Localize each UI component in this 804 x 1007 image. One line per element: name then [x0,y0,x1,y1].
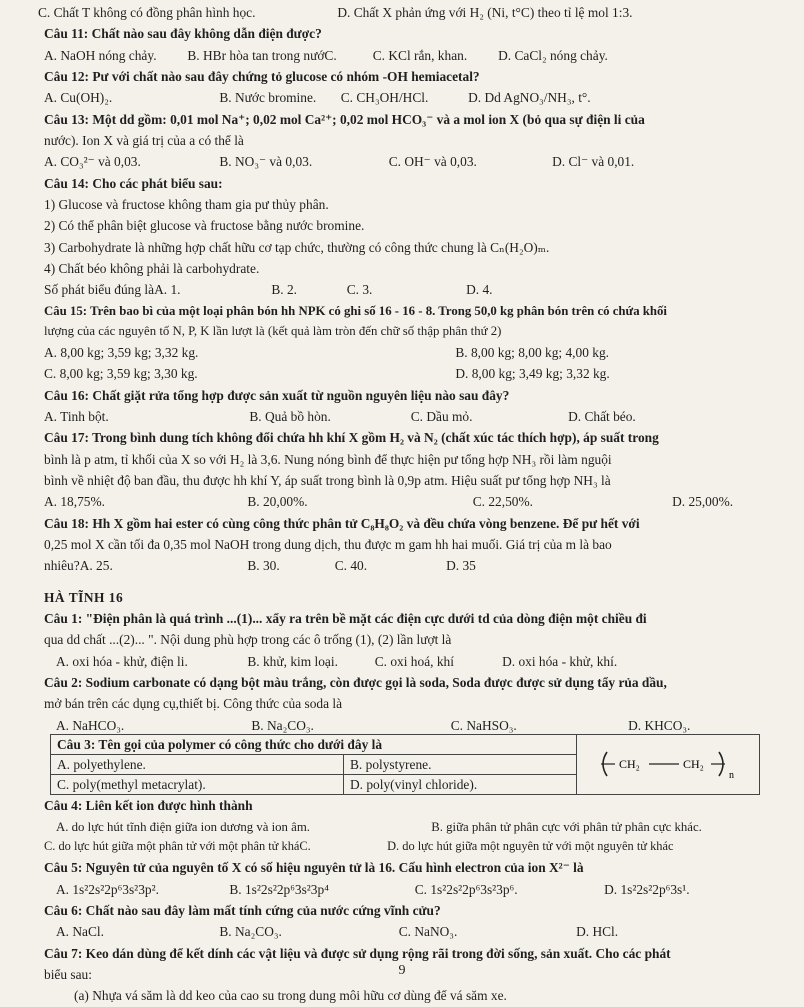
q13-option-d: D. Cl⁻ và 0,01. [552,154,635,170]
h5-stem: Câu 5: Nguyên tử của nguyên tố X có số hiệu nguyên tử là 16. Cấu hình electron của ion X²⁻ là [44,860,584,876]
q17-stem-text: Câu 17: Trong bình dung tích không đổi chứa hh khí X gồm H₂ và N₂ (chất xúc tác thích hợp), áp suất trong [44,430,659,446]
q18-stem-2: 0,25 mol X cần tối đa 0,35 mol NaOH trong dung dịch, thu được m gam hh hai muối. Giá trị của m là bao [44,537,612,553]
q13-option-a: A. CO₃²⁻ và 0,03. [44,154,141,170]
h3-option-c: C. poly(methyl metacrylat). [51,775,344,795]
polymer-formula-diagram [593,744,743,784]
h6-options [44,923,780,940]
h5-option-b: B. 1s²2s²2p⁶3s²3p⁴ [229,881,329,897]
q10-option-c: C. Chất T không có đồng phân hình học. [38,5,256,20]
h3-stem-cell [51,734,577,754]
q18-options [44,557,780,574]
h4-options-row-2 [44,839,780,855]
q17-option-c: C. 22,50%. [472,494,533,510]
q15-options-row-2 [44,365,780,382]
formula-right-group: CH₂ [683,757,704,772]
section-heading: HÀ TĨNH 16 [44,589,124,605]
h3-question-table [50,734,760,795]
h3-option-d: D. poly(vinyl chloride). [344,775,577,795]
q14-statement-3: 3) Carbohydrate là những hợp chất hữu cơ tạp chức, thường có công thức chung là Cₙ(H₂O)ₘ. [44,239,550,255]
q10-tail [38,4,780,21]
q17-options [44,493,780,510]
q17-stem-2: bình là p atm, tỉ khối của X so với H₂ là 3,6. Nung nóng bình để thực hiện pư tổng hợp NH₃ rồi làm nguội [44,451,612,467]
q16-stem: Câu 16: Chất giặt rửa tổng hợp được sản xuất từ nguồn nguyên liệu nào sau đây? [44,387,510,403]
h2-option-d: D. KHCO₃. [628,717,691,733]
formula-left-group: CH₂ [619,757,640,772]
q14-option-d: D. 4. [466,282,493,298]
q15-option-d: D. 8,00 kg; 3,49 kg; 3,32 kg. [455,366,610,382]
h6-option-d: D. HCl. [576,924,619,940]
q17-option-d: D. 25,00%. [672,494,734,510]
q16-option-b: B. Quả bồ hòn. [249,408,331,424]
q14-statement-4: 4) Chất béo không phải là carbohydrate. [44,261,260,277]
h3-stem: Câu 3: Tên gọi của polymer có công thức cho dưới đây là [57,736,383,752]
h4-option-b: B. giữa phân tử phân cực với phân tử phân cực khác. [431,819,702,834]
q13-options [44,153,780,170]
q12-options [44,89,780,106]
q16-options [44,408,780,425]
q12-stem: Câu 12: Pư với chất nào sau đây chứng tỏ glucose có nhóm -OH hemiacetal? [44,69,480,85]
q15-option-c: C. 8,00 kg; 3,59 kg; 3,30 kg. [44,366,198,382]
q14-statement-2: 2) Có thể phân biệt glucose và fructose bằng nước bromine. [44,218,365,234]
formula-subscript-n: n [729,770,734,782]
q18-option-c: C. 40. [334,558,368,574]
h6-stem: Câu 6: Chất nào sau đây làm mất tính cứng của nước cứng vĩnh cửu? [44,902,441,918]
page-number: 9 [398,963,406,978]
q16-option-c: C. Dầu mỏ. [410,408,473,424]
q12-option-b: B. Nước bromine. [219,90,317,106]
h3-option-a: A. polyethylene. [51,754,344,774]
q12-option-a: A. Cu(OH)₂. [44,90,113,106]
h4-option-d: D. do lực hút giữa một nguyên tử với một nguyên tử khác [387,839,674,854]
h4-option-c: C. do lực hút giữa một phân tử với một phân tử kháC. [44,839,311,854]
q17-option-b: B. 20,00%. [247,494,308,510]
h2-options [44,717,780,734]
q11-option-c: C. KCl rắn, khan. [372,47,468,63]
h1-option-d: D. oxi hóa - khử, khí. [502,653,618,669]
q10-option-d: D. Chất X phản ứng với H₂ (Ni, t°C) theo tỉ lệ mol 1:3. [337,5,633,20]
q18-option-a: nhiêu?A. 25. [44,558,113,574]
h2-option-b: B. Na₂CO₃. [251,717,314,733]
h2-option-a: A. NaHCO₃. [56,717,125,733]
h1-stem-2: qua dd chất ...(2)... ". Nội dung phù hợp trong các ô trống (1), (2) lần lượt là [44,632,452,648]
q18-option-d: D. 35 [446,558,476,574]
q11-option-a: A. NaOH nóng chảy. [44,47,157,63]
q13-option-b: B. NO₃⁻ và 0,03. [219,154,313,170]
q13-stem-1 [44,111,780,128]
h5-options [44,881,780,898]
q13-option-c: C. OH⁻ và 0,03. [388,154,477,170]
h1-stem-1 [44,610,780,627]
h6-option-a: A. NaCl. [56,924,104,940]
q14-options [44,281,780,298]
h7-stem-text: Câu 7: Keo dán dùng để kết dính các vật liệu và được sử dụng rộng rãi trong đời sống, sản xuất. Cho các phát [44,945,671,961]
q18-option-b: B. 30. [247,558,280,574]
h5-option-c: C. 1s²2s²2p⁶3s²3p⁶. [414,881,518,897]
h2-stem-1 [44,674,780,691]
h4-stem: Câu 4: Liên kết ion được hình thành [44,798,253,814]
h4-options-row-1 [44,819,780,835]
h3-option-b: B. polystyrene. [344,754,577,774]
h2-stem-text: Câu 2: Sodium carbonate có dạng bột màu trắng, còn được gọi là soda, Soda được được sử dụng tẩy rủa dầu, [44,674,667,690]
h6-option-c: C. NaNO₃. [398,924,458,940]
h7-stem-1 [44,945,780,962]
q14-stem: Câu 14: Cho các phát biểu sau: [44,175,223,191]
q13-stem-text: Câu 13: Một dd gồm: 0,01 mol Na⁺; 0,02 mol Ca²⁺; 0,02 mol HCO₃⁻ và a mol ion X (bỏ qua sự điện li của [44,111,645,127]
q11-option-b: B. HBr hòa tan trong nướC. [187,47,337,63]
q15-stem-text: Câu 15: Trên bao bì của một loại phân bón hh NPK có ghi số 16 - 16 - 8. Trong 50,0 kg phân bón trên có chứa khối [44,303,667,318]
h2-stem-2: mở bán trên các dụng cụ,thiết bị. Công thức của soda là [44,696,343,712]
q15-stem-2: lượng của các nguyên tố N, P, K lần lượt là (kết quả làm tròn đến chữ số thập phân thứ 2) [44,324,502,339]
h1-stem-text: Câu 1: "Điện phân là quá trình ...(1)... xẩy ra trên bề mặt các điện cực dưới td của dòng điện một chiều đi [44,610,647,626]
h2-option-c: C. NaHSO₃. [450,717,517,733]
q14-option-b: B. 2. [271,282,298,298]
q14-option-a: Số phát biểu đúng làA. 1. [44,282,181,298]
q15-stem-1 [44,303,780,319]
h4-option-a: A. do lực hút tĩnh điện giữa ion dương và ion âm. [56,819,310,834]
q11-option-d: D. CaCl₂ nóng chảy. [498,47,608,63]
h1-option-c: C. oxi hoá, khí [374,653,454,669]
q15-options-row-1 [44,344,780,361]
q14-statement-1: 1) Glucose và fructose không tham gia pư thủy phân. [44,197,329,213]
q14-option-c: C. 3. [346,282,373,298]
q12-option-c: C. CH₃OH/HCl. [340,90,429,106]
q16-option-a: A. Tinh bột. [44,408,109,424]
h5-option-a: A. 1s²2s²2p⁶3s²3p². [56,881,159,897]
h1-options [44,653,780,670]
h7-statement-a: (a) Nhựa vá săm là dd keo của cao su trong dung môi hữu cơ dùng để vá săm xe. [74,988,507,1004]
q15-option-a: A. 8,00 kg; 3,59 kg; 3,32 kg. [44,344,199,360]
h1-option-a: A. oxi hóa - khử, điện li. [56,653,188,669]
q15-option-b: B. 8,00 kg; 8,00 kg; 4,00 kg. [455,344,609,360]
q17-stem-3: bình về nhiệt độ ban đầu, thu được hh khí Y, áp suất trong bình là 0,9p atm. Hiệu suất pư tổng hợp NH₃ là [44,473,611,488]
q12-option-d: D. Dd AgNO₃/NH₃, t°. [468,90,591,106]
q13-stem-2: nước). Ion X và giá trị của a có thể là [44,133,244,149]
q18-stem-1 [44,515,780,532]
q18-stem-text: Câu 18: Hh X gồm hai ester có cùng công thức phân tử C₈H₈O₂ và đều chứa vòng benzene. Để pư hết với [44,515,640,531]
q17-option-a: A. 18,75%. [44,494,105,510]
h5-option-d: D. 1s²2s²2p⁶3s¹. [604,881,690,897]
h7-stem-2: biểu sau: [44,966,92,982]
q11-stem: Câu 11: Chất nào sau đây không dẫn điện được? [44,26,322,42]
q16-option-d: D. Chất béo. [568,408,636,424]
q11-options [44,47,780,64]
h1-option-b: B. khử, kim loại. [247,653,338,669]
h6-option-b: B. Na₂CO₃. [219,924,282,940]
h3-formula-cell [577,734,760,794]
q17-stem-1 [44,429,780,446]
